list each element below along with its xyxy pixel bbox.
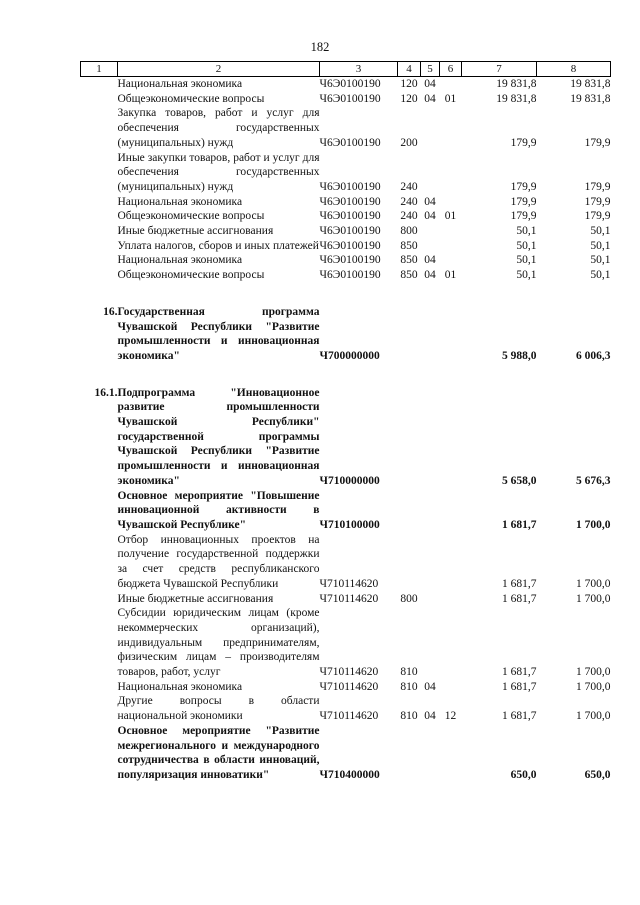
table-row xyxy=(81,106,611,150)
section-code xyxy=(421,305,440,364)
section-code xyxy=(421,106,440,150)
row-description: Иные бюджетные ассигнования xyxy=(117,225,274,238)
expense-type-code xyxy=(398,386,421,489)
amount-year-1: 1 681,7 xyxy=(502,680,537,693)
amount-year-2: 50,1 xyxy=(590,254,611,267)
row-number xyxy=(81,209,118,224)
expense-type-code: 120 xyxy=(400,92,418,105)
amount-year-1: 179,9 xyxy=(510,136,537,149)
expense-type-code: 850 xyxy=(400,239,418,252)
table-row xyxy=(81,92,611,107)
budget-rows xyxy=(81,77,611,783)
section-code: 04 xyxy=(424,254,436,267)
row-description: Иные закупки товаров, работ и услуг для обеспечения государственных (муниципальных) нужд xyxy=(117,151,320,193)
target-article-code: Ч6Э0100190 xyxy=(319,78,381,90)
row-number xyxy=(81,606,118,680)
target-article-code: Ч710000000 xyxy=(319,474,380,487)
target-article-code: Ч6Э0100190 xyxy=(319,269,381,282)
amount-year-1: 1 681,7 xyxy=(502,592,537,605)
section-code xyxy=(421,592,440,607)
table-row xyxy=(81,268,611,283)
expense-type-code xyxy=(398,533,421,592)
section-code xyxy=(421,489,440,533)
subsection-code xyxy=(440,680,462,695)
target-article-code: Ч710114620 xyxy=(319,680,379,693)
section-code: 04 xyxy=(424,78,436,90)
target-article-code: Ч6Э0100190 xyxy=(319,225,381,238)
amount-year-2: 50,1 xyxy=(590,239,611,252)
table-row xyxy=(81,239,611,254)
amount-year-1: 19 831,8 xyxy=(496,78,537,90)
page-number: 182 xyxy=(310,40,330,54)
amount-year-2: 179,9 xyxy=(584,136,611,149)
subsection-code: 01 xyxy=(444,210,457,223)
expense-type-code: 810 xyxy=(400,680,418,693)
row-description: Общеэкономические вопросы xyxy=(117,269,265,282)
row-number xyxy=(81,106,118,150)
row-number xyxy=(81,253,118,268)
table-row xyxy=(81,224,611,239)
row-description: Национальная экономика xyxy=(117,195,243,208)
expense-type-code: 800 xyxy=(400,225,418,238)
amount-year-1: 19 831,8 xyxy=(496,92,537,105)
amount-year-1: 179,9 xyxy=(510,210,537,223)
amount-year-2: 50,1 xyxy=(590,225,611,238)
subsection-code xyxy=(440,489,462,533)
row-description: Уплата налогов, сборов и иных платежей xyxy=(117,239,319,252)
budget-table xyxy=(80,61,611,783)
amount-year-1: 50,1 xyxy=(516,239,537,252)
amount-year-2: 179,9 xyxy=(584,180,611,193)
row-number xyxy=(81,92,118,107)
section-code: 04 xyxy=(424,195,436,208)
table-row xyxy=(81,151,611,195)
target-article-code: Ч6Э0100190 xyxy=(319,210,381,223)
expense-type-code xyxy=(398,305,421,364)
subsection-code xyxy=(440,77,462,92)
column-header: 4 xyxy=(398,62,421,77)
subsection-code xyxy=(440,106,462,150)
row-description: Отбор инновационных проектов на получение государственной поддержки за счет средств республиканского бюджета Чувашской Республики xyxy=(117,533,320,590)
subsection-code: 12 xyxy=(444,710,457,723)
target-article-code: Ч710400000 xyxy=(319,768,380,781)
row-number xyxy=(81,489,118,533)
subsection-code xyxy=(440,724,462,783)
expense-type-code: 850 xyxy=(400,269,418,282)
table-row xyxy=(81,533,611,592)
table-row xyxy=(81,386,611,489)
row-description: Иные бюджетные ассигнования xyxy=(117,592,274,605)
row-description: Национальная экономика xyxy=(117,78,243,90)
expense-type-code: 240 xyxy=(400,195,418,208)
amount-year-1: 5 658,0 xyxy=(502,474,537,487)
target-article-code: Ч710100000 xyxy=(319,518,380,531)
target-article-code: Ч6Э0100190 xyxy=(319,239,381,252)
row-spacer xyxy=(81,364,611,386)
table-row xyxy=(81,209,611,224)
subsection-code xyxy=(440,253,462,268)
row-number: 16.1. xyxy=(94,386,118,399)
expense-type-code: 240 xyxy=(400,210,418,223)
row-description: Общеэкономические вопросы xyxy=(117,92,265,105)
subsection-code: 01 xyxy=(444,92,457,105)
spacer-cell xyxy=(81,283,611,305)
target-article-code: Ч700000000 xyxy=(319,349,380,362)
expense-type-code: 810 xyxy=(400,710,418,723)
table-row xyxy=(81,680,611,695)
amount-year-2: 19 831,8 xyxy=(570,78,611,90)
row-number: 16. xyxy=(103,305,118,318)
row-description: Основное мероприятие "Повышение инновационной активности в Чувашской Республике" xyxy=(117,489,320,531)
row-number xyxy=(81,592,118,607)
section-code xyxy=(421,239,440,254)
row-description: Закупка товаров, работ и услуг для обеспечения государственных (муниципальных) нужд xyxy=(117,107,320,149)
expense-type-code xyxy=(398,724,421,783)
column-header: 7 xyxy=(462,62,537,77)
section-code xyxy=(421,151,440,195)
table-row xyxy=(81,694,611,723)
target-article-code: Ч710114620 xyxy=(319,592,379,605)
amount-year-2: 1 700,0 xyxy=(576,518,611,531)
row-description: Подпрограмма "Инновационное развитие промышленности Чувашской Республики" государственной программы Чувашской Республики "Развитие промышленности и инновационная экономика" xyxy=(117,386,320,487)
column-header: 2 xyxy=(118,62,320,77)
row-description: Другие вопросы в области национальной экономики xyxy=(117,695,320,723)
amount-year-2: 1 700,0 xyxy=(576,666,611,679)
table-row xyxy=(81,305,611,364)
row-description: Национальная экономика xyxy=(117,680,243,693)
expense-type-code: 850 xyxy=(400,254,418,267)
column-header: 1 xyxy=(81,62,118,77)
amount-year-1: 650,0 xyxy=(510,768,537,781)
amount-year-2: 19 831,8 xyxy=(570,92,611,105)
amount-year-2: 1 700,0 xyxy=(576,592,611,605)
amount-year-2: 50,1 xyxy=(590,269,611,282)
row-number xyxy=(81,151,118,195)
target-article-code: Ч6Э0100190 xyxy=(319,254,381,267)
amount-year-1: 1 681,7 xyxy=(502,577,537,590)
amount-year-1: 50,1 xyxy=(516,269,537,282)
expense-type-code: 800 xyxy=(400,592,418,605)
target-article-code: Ч710114620 xyxy=(319,666,379,679)
row-number xyxy=(81,680,118,695)
amount-year-2: 1 700,0 xyxy=(576,680,611,693)
amount-year-2: 6 006,3 xyxy=(576,349,611,362)
target-article-code: Ч710114620 xyxy=(319,577,379,590)
expense-type-code: 200 xyxy=(400,136,418,149)
amount-year-2: 1 700,0 xyxy=(576,577,611,590)
subsection-code: 01 xyxy=(444,269,457,282)
amount-year-1: 1 681,7 xyxy=(502,518,537,531)
row-number xyxy=(81,724,118,783)
amount-year-1: 50,1 xyxy=(516,254,537,267)
amount-year-2: 5 676,3 xyxy=(576,474,611,487)
column-number-header-row xyxy=(81,62,611,77)
column-header: 5 xyxy=(421,62,440,77)
section-code: 04 xyxy=(424,269,436,282)
row-number xyxy=(81,224,118,239)
expense-type-code: 240 xyxy=(400,180,418,193)
subsection-code xyxy=(440,592,462,607)
section-code xyxy=(421,724,440,783)
section-code: 04 xyxy=(424,210,436,223)
section-code: 04 xyxy=(424,92,436,105)
section-code xyxy=(421,386,440,489)
amount-year-1: 50,1 xyxy=(516,225,537,238)
amount-year-2: 650,0 xyxy=(584,768,611,781)
subsection-code xyxy=(440,305,462,364)
amount-year-1: 1 681,7 xyxy=(502,710,537,723)
row-description: Общеэкономические вопросы xyxy=(117,210,265,223)
section-code xyxy=(421,533,440,592)
amount-year-1: 179,9 xyxy=(510,180,537,193)
table-row xyxy=(81,606,611,680)
row-spacer xyxy=(81,283,611,305)
subsection-code xyxy=(440,151,462,195)
row-number xyxy=(81,195,118,210)
table-row xyxy=(81,724,611,783)
amount-year-1: 179,9 xyxy=(510,195,537,208)
amount-year-2: 179,9 xyxy=(584,195,611,208)
row-description: Основное мероприятие "Развитие межрегионального и международного сотрудничества в области инноваций, популяризация инноватики" xyxy=(117,724,320,781)
row-description: Государственная программа Чувашской Республики "Развитие промышленности и инновационная экономика" xyxy=(117,305,320,362)
amount-year-1: 5 988,0 xyxy=(502,349,537,362)
table-row xyxy=(81,253,611,268)
subsection-code xyxy=(440,533,462,592)
section-code: 04 xyxy=(424,710,436,723)
subsection-code xyxy=(440,239,462,254)
section-code: 04 xyxy=(424,680,436,693)
target-article-code: Ч6Э0100190 xyxy=(319,195,381,208)
amount-year-1: 1 681,7 xyxy=(502,666,537,679)
target-article-code: Ч6Э0100190 xyxy=(319,180,381,193)
target-article-code: Ч710114620 xyxy=(319,710,379,723)
column-header: 6 xyxy=(440,62,462,77)
subsection-code xyxy=(440,386,462,489)
amount-year-2: 179,9 xyxy=(584,210,611,223)
subsection-code xyxy=(440,606,462,680)
column-header: 8 xyxy=(537,62,611,77)
table-row xyxy=(81,195,611,210)
table-row xyxy=(81,77,611,92)
subsection-code xyxy=(440,195,462,210)
spacer-cell xyxy=(81,364,611,386)
row-number xyxy=(81,268,118,283)
row-number xyxy=(81,533,118,592)
row-number xyxy=(81,77,118,92)
expense-type-code xyxy=(398,489,421,533)
table-row xyxy=(81,489,611,533)
row-number xyxy=(81,239,118,254)
expense-type-code: 120 xyxy=(400,78,418,90)
section-code xyxy=(421,224,440,239)
subsection-code xyxy=(440,224,462,239)
section-code xyxy=(421,606,440,680)
amount-year-2: 1 700,0 xyxy=(576,710,611,723)
row-number xyxy=(81,694,118,723)
row-description: Национальная экономика xyxy=(117,254,243,267)
row-description: Субсидии юридическим лицам (кроме некоммерческих организаций), индивидуальным предпринимателям, физическим лицам – производителям товаров, работ, услуг xyxy=(117,607,320,679)
table-row xyxy=(81,592,611,607)
target-article-code: Ч6Э0100190 xyxy=(319,92,381,105)
expense-type-code: 810 xyxy=(400,666,418,679)
column-header: 3 xyxy=(320,62,398,77)
target-article-code: Ч6Э0100190 xyxy=(319,136,381,149)
